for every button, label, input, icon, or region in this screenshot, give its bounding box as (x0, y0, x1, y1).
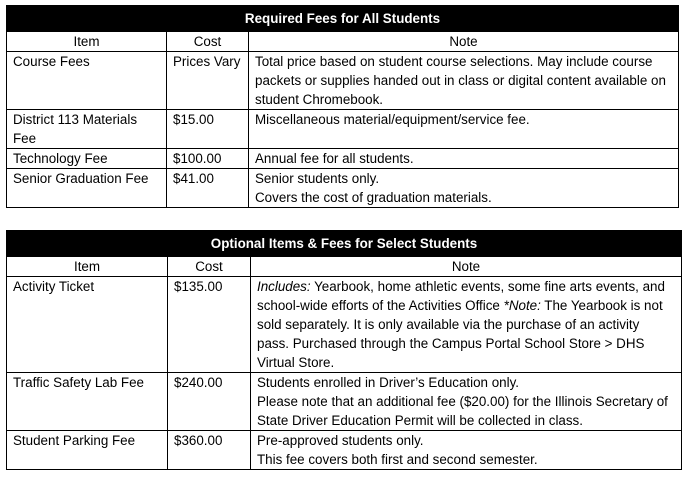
note-text: The Yearbook is not sold separately. It is only available via the purchase of an activity pass. Purchased through the Campus Portal School Store > DHS Virtual Store. (257, 298, 663, 370)
column-header-note: Note (251, 257, 682, 277)
column-header-row (7, 257, 682, 277)
required-fees-table (6, 5, 679, 208)
note-line: Students enrolled in Driver’s Education only. (257, 375, 520, 390)
cost-cell: $41.00 (167, 169, 249, 208)
column-header-row (7, 32, 679, 52)
table-row-course-fees (7, 52, 679, 110)
column-header-item: Item (7, 257, 168, 277)
note-line: Pre-approved students only. (257, 433, 424, 448)
cost-cell: $100.00 (167, 149, 249, 169)
column-header-cost: Cost (167, 32, 249, 52)
optional-fees-table (6, 230, 682, 470)
note-line: Total price based on student course selections. May include course packets or supplies handed out in class or digital content available on student Chromebook. (255, 54, 666, 107)
item-cell: Student Parking Fee (7, 431, 168, 470)
item-cell: Course Fees (7, 52, 167, 110)
cost-cell: $15.00 (167, 110, 249, 149)
note-cell (251, 373, 682, 431)
column-header-item: Item (7, 32, 167, 52)
note-line: Miscellaneous material/equipment/service fee. (255, 112, 530, 127)
column-header-note: Note (249, 32, 679, 52)
includes-text: Yearbook, home athletic events, some fine arts events, and school-wide efforts of the Activities Office (257, 279, 665, 313)
includes-label: Includes: (257, 279, 311, 294)
table-row-traffic-safety-lab-fee (7, 373, 682, 431)
note-line: Please note that an additional fee ($20.00) for the Illinois Secretary of State Driver Education Permit will be collected in class. (257, 394, 668, 428)
item-cell: Traffic Safety Lab Fee (7, 373, 168, 431)
note-line: Annual fee for all students. (255, 151, 414, 166)
column-header-cost: Cost (168, 257, 251, 277)
note-label: *Note: (503, 298, 541, 313)
note-cell (251, 277, 682, 373)
table-row-technology-fee (7, 149, 679, 169)
note-cell (249, 52, 679, 110)
item-cell: District 113 Materials Fee (7, 110, 167, 149)
required-fees-title: Required Fees for All Students (7, 6, 679, 32)
note-cell (249, 110, 679, 149)
item-cell: Activity Ticket (7, 277, 168, 373)
note-line: This fee covers both first and second semester. (257, 452, 538, 467)
cost-cell: $360.00 (168, 431, 251, 470)
optional-fees-title: Optional Items & Fees for Select Students (7, 231, 682, 257)
note-cell (249, 149, 679, 169)
table-row-district-materials-fee (7, 110, 679, 149)
note-cell (249, 169, 679, 208)
item-cell: Senior Graduation Fee (7, 169, 167, 208)
table-row-senior-graduation-fee (7, 169, 679, 208)
optional-fees-title-row (7, 231, 682, 257)
item-cell: Technology Fee (7, 149, 167, 169)
cost-cell: $240.00 (168, 373, 251, 431)
note-line: Covers the cost of graduation materials. (255, 190, 492, 205)
cost-cell: Prices Vary (167, 52, 249, 110)
note-line: Senior students only. (255, 171, 380, 186)
required-fees-title-row (7, 6, 679, 32)
cost-cell: $135.00 (168, 277, 251, 373)
table-row-activity-ticket (7, 277, 682, 373)
note-cell (251, 431, 682, 470)
table-row-student-parking-fee (7, 431, 682, 470)
